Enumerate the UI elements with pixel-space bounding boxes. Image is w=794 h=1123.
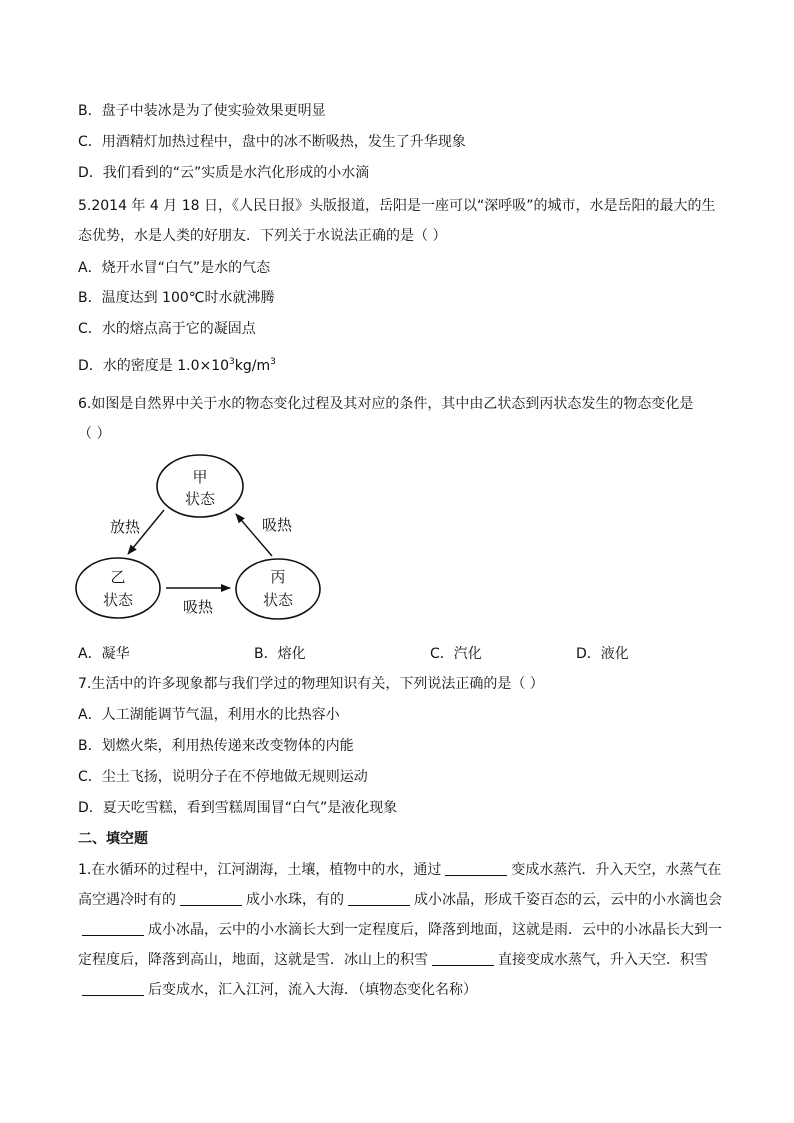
label-release-heat: 放热 bbox=[110, 518, 141, 536]
q7-option-a: A．人工湖能调节气温，利用水的比热容小 bbox=[78, 707, 340, 723]
q5-option-d-unit-exponent: 3 bbox=[270, 357, 276, 367]
state-yi-line2: 状态 bbox=[102, 591, 134, 609]
q1-text-6: 直接变成水蒸气，升入天空．积雪 bbox=[498, 952, 708, 968]
state-bing-line1: 丙 bbox=[270, 568, 286, 586]
q5-option-b: B．温度达到 100℃时水就沸腾 bbox=[78, 290, 275, 306]
q1-text-1: 1.在水循环的过程中，江河湖海，土壤，植物中的水，通过 bbox=[78, 862, 442, 878]
answer-blank-3 bbox=[348, 891, 410, 906]
q6-option-a: A．凝华 bbox=[78, 646, 130, 662]
q5-option-d-unit: kg/m bbox=[234, 358, 271, 374]
label-absorb-heat-bottom: 吸热 bbox=[182, 598, 214, 616]
q5-option-d-prefix: D．水的密度是 1.0×10 bbox=[78, 358, 230, 374]
q1-text-7: 后变成水，汇入江河，流入大海．（填物态变化名称） bbox=[148, 982, 477, 998]
answer-blank-4 bbox=[82, 921, 144, 936]
q1-text-4: 成小冰晶，形成千姿百态的云，云中的小水滴也会 bbox=[414, 892, 722, 908]
q6-stem-line1: 6.如图是自然界中关于水的物态变化过程及其对应的条件，其中由乙状态到丙状态发生的物态变化是 bbox=[78, 396, 694, 412]
state-yi-line1: 乙 bbox=[110, 568, 126, 586]
answer-blank-5 bbox=[432, 951, 494, 966]
q4-option-c: C．用酒精灯加热过程中，盘中的冰不断吸热，发生了升华现象 bbox=[78, 134, 466, 150]
q6-option-d: D．液化 bbox=[576, 646, 629, 662]
answer-blank-1 bbox=[445, 861, 507, 876]
q5-option-d-exponent: 3 bbox=[229, 357, 235, 367]
label-absorb-heat-right: 吸热 bbox=[262, 516, 293, 534]
q5-stem-line2: 态优势，水是人类的好朋友．下列关于水说法正确的是（ ） bbox=[78, 228, 447, 244]
answer-blank-6 bbox=[82, 981, 144, 996]
q7-stem: 7.生活中的许多现象都与我们学过的物理知识有关，下列说法正确的是（ ） bbox=[78, 676, 544, 692]
q5-option-d bbox=[78, 356, 276, 376]
q5-option-a: A．烧开水冒“白气”是水的气态 bbox=[78, 260, 271, 276]
q7-option-b: B．划燃火柴，利用热传递来改变物体的内能 bbox=[78, 738, 354, 754]
fill-question-1 bbox=[78, 855, 728, 1005]
q1-text-2: 变成水蒸汽．升入天空，水蒸气在高空遇冷时有的 bbox=[78, 862, 722, 908]
state-bing-line2: 状态 bbox=[262, 591, 294, 609]
q1-text-5: 成小冰晶，云中的小水滴长大到一定程度后，降落到地面，这就是雨．云中的小冰晶长大到一定程度后，降落到高山，地面，这就是雪．冰山上的积雪 bbox=[78, 922, 722, 968]
q5-stem-line1: 5.2014 年 4 月 18 日，《人民日报》头版报道，岳阳是一座可以“深呼吸”的城市，水是岳阳的最大的生 bbox=[78, 198, 716, 214]
q6-option-b: B．熔化 bbox=[254, 646, 306, 662]
q5-option-c: C．水的熔点高于它的凝固点 bbox=[78, 321, 256, 337]
q1-text-3: 成小水珠，有的 bbox=[246, 892, 344, 908]
state-yi-ellipse bbox=[76, 558, 160, 618]
q7-option-d: D．夏天吃雪糕，看到雪糕周围冒“白气”是液化现象 bbox=[78, 800, 398, 816]
state-change-diagram bbox=[70, 452, 330, 624]
answer-blank-2 bbox=[180, 891, 242, 906]
section-title: 二、填空题 bbox=[78, 831, 148, 847]
state-jia-line1: 甲 bbox=[192, 468, 208, 486]
q6-option-c: C．汽化 bbox=[430, 646, 482, 662]
q4-option-d: D．我们看到的“云”实质是水汽化形成的小水滴 bbox=[78, 165, 370, 181]
q7-option-c: C．尘土飞扬，说明分子在不停地做无规则运动 bbox=[78, 769, 368, 785]
state-jia-line2: 状态 bbox=[184, 490, 216, 508]
q6-stem-line2: （ ） bbox=[78, 426, 111, 442]
q4-option-b: B．盘子中装冰是为了使实验效果更明显 bbox=[78, 103, 326, 119]
